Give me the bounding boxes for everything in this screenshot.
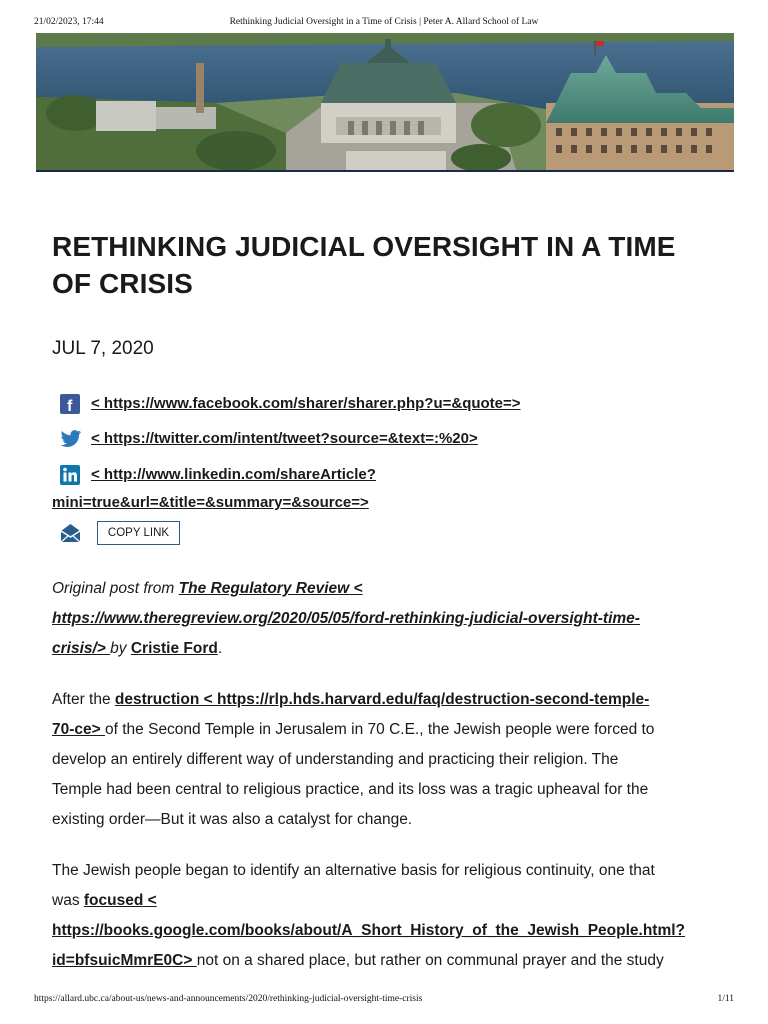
print-footer [34,994,734,1008]
copy-link-button[interactable]: COPY LINK [97,521,180,545]
linkedin-share-link-line2[interactable]: mini=true&url=&title=&summary=&source=> [52,494,369,511]
article-title: RETHINKING JUDICIAL OVERSIGHT IN A TIME OF CRISIS [52,231,676,299]
print-page-number: 1/11 [717,994,734,1004]
focused-url-line4[interactable]: id=bfsuicMmrE0C> [52,952,197,969]
source-url-line2[interactable]: https://www.theregreview.org/2020/05/05/ford-rethinking-judicial-oversight-time- [52,610,640,627]
print-page-title: Rethinking Judicial Oversight in a Time of Crisis | Peter A. Allard School of Law [229,17,539,27]
linkedin-share-link-line1[interactable]: < http://www.linkedin.com/shareArticle? [91,466,376,483]
p3-prefix2: was [52,892,84,909]
destruction-url-line2[interactable]: 70-ce> [52,721,106,738]
twitter-share-link[interactable]: < https://twitter.com/intent/tweet?source=&text=:%20> [91,430,478,447]
p2-prefix: After the [52,691,115,708]
destruction-link[interactable]: destruction [114,691,200,708]
banner-illustration [36,33,734,170]
print-header [34,17,734,31]
focused-url-line3[interactable]: https://books.google.com/books/about/A_Short_History_of_the_Jewish_People.html? [52,922,686,939]
body-paragraph-2 [52,856,736,976]
print-datetime: 21/02/2023, 17:44 [34,17,104,27]
share-linkedin-row [52,461,732,517]
print-url: https://allard.ubc.ca/about-us/news-and-announcements/2020/rethinking-judicial-oversight-time-crisis [34,994,423,1004]
svg-text:f: f [67,398,73,414]
twitter-icon[interactable] [60,429,80,449]
share-facebook-row [52,390,732,418]
author-link[interactable]: Cristie Ford [130,640,218,657]
p2-line5: existing order—But it was also a catalyst for change. [52,811,413,828]
source-prefix: Original post from [52,580,179,597]
email-icon[interactable] [60,523,81,543]
p2-line4: Temple had been central to religious practice, and its loss was a tragic upheaval for the [52,781,649,798]
p3-line1: The Jewish people began to identify an alternative basis for religious continuity, one that [52,862,655,879]
focused-link[interactable]: focused [83,892,144,909]
facebook-icon[interactable] [60,394,80,414]
article-date: JUL 7, 2020 [52,338,154,359]
body-paragraph-1 [52,685,736,835]
facebook-share-link[interactable]: < https://www.facebook.com/sharer/sharer.php?u=&quote=> [91,395,521,412]
p3-line4-text: not on a shared place, but rather on communal prayer and the study [196,952,664,969]
p2-line3: develop an entirely different way of understanding and practicing their religion. The [52,751,619,768]
header-banner-image [36,33,734,172]
share-twitter-row [52,425,732,453]
source-paragraph [52,574,736,664]
linkedin-icon[interactable] [60,465,80,485]
source-url-line1[interactable]: < [349,580,363,597]
destruction-url-line1[interactable]: < https://rlp.hds.harvard.edu/faq/destruction-second-temple- [199,691,650,708]
by-text: by [110,640,131,657]
source-url-line3[interactable]: crisis/> [52,640,111,657]
focused-url-line2[interactable]: < [143,892,157,909]
p2-line2-text: of the Second Temple in Jerusalem in 70 C.E., the Jewish people were forced to [105,721,655,738]
period: . [217,640,223,657]
source-name-link[interactable]: The Regulatory Review [178,580,350,597]
